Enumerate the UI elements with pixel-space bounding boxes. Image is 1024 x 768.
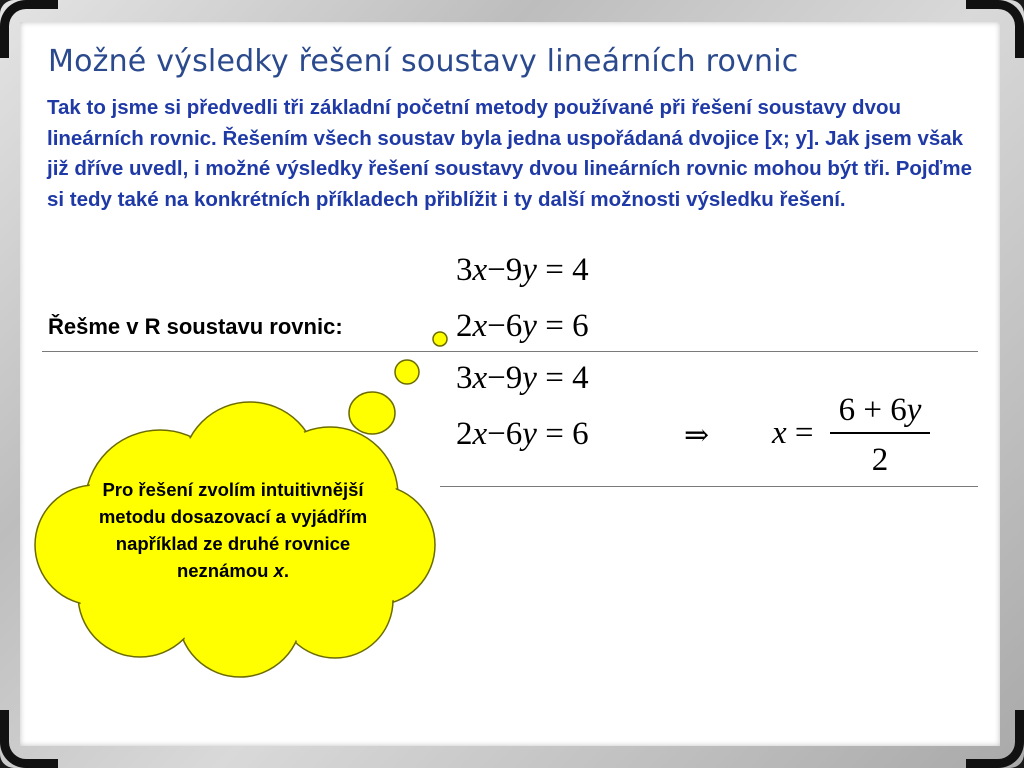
- coef: 9: [505, 252, 523, 288]
- system-label: Řešme v R soustavu rovnic:: [48, 314, 343, 339]
- coef: 9: [505, 360, 523, 396]
- thought-cloud-text: [88, 476, 378, 584]
- numerator-terms: 6 + 6: [838, 392, 907, 428]
- thought-var-x: x: [273, 560, 284, 581]
- var-x: x: [772, 415, 787, 451]
- coef: 3: [456, 252, 473, 288]
- coef: 6: [505, 308, 523, 344]
- var-y: y: [522, 416, 537, 452]
- var-x: x: [472, 252, 488, 288]
- equals: =: [545, 360, 564, 396]
- intro-paragraph: Tak to jsme si předvedli tři základní početní metody používané při řešení soustavy dvou lineárních rovnic. Řešením všech soustav byla jedna uspořádaná dvojice [x; y]. Jak jsem však již dříve uvedl, i možné výsledky řešení soustavy dvou lineárních rovnic mohou být tři. Pojďme si tedy také na konkrétních příkladech přiblížit i ty další možnosti výsledku řešení.: [47, 96, 972, 211]
- thought-text: Pro řešení zvolím intuitivnější metodu dosazovací a vyjádřím například ze druhé rovnice neznámou: [98, 479, 368, 581]
- equals: =: [545, 416, 564, 452]
- var-y: y: [906, 392, 922, 428]
- slide-title: Možné výsledky řešení soustavy lineárních rovnic: [48, 44, 799, 79]
- thought-bubble-medium: [395, 360, 419, 384]
- coef: 3: [456, 360, 473, 396]
- equals: =: [545, 252, 564, 288]
- coef: 2: [456, 308, 473, 344]
- operator: −: [487, 360, 506, 396]
- thought-bubble-large: [349, 392, 395, 434]
- var-y: y: [522, 252, 537, 288]
- implies-arrow: ⇒: [684, 418, 710, 453]
- operator: −: [487, 416, 506, 452]
- thought-text-end: .: [283, 560, 290, 581]
- coef: 6: [505, 416, 523, 452]
- equals: =: [794, 415, 814, 451]
- var-y: y: [522, 360, 537, 396]
- var-y: y: [522, 308, 537, 344]
- rhs: 6: [572, 416, 589, 452]
- var-x: x: [472, 416, 488, 452]
- operator: −: [487, 308, 506, 344]
- rhs: 6: [572, 308, 589, 344]
- var-x: x: [472, 308, 488, 344]
- var-x: x: [472, 360, 488, 396]
- rhs: 4: [572, 252, 589, 288]
- coef: 2: [456, 416, 473, 452]
- thought-bubble-small: [433, 332, 447, 346]
- rhs: 4: [572, 360, 589, 396]
- fraction-denominator: 2: [871, 442, 889, 478]
- operator: −: [487, 252, 506, 288]
- equals: =: [545, 308, 564, 344]
